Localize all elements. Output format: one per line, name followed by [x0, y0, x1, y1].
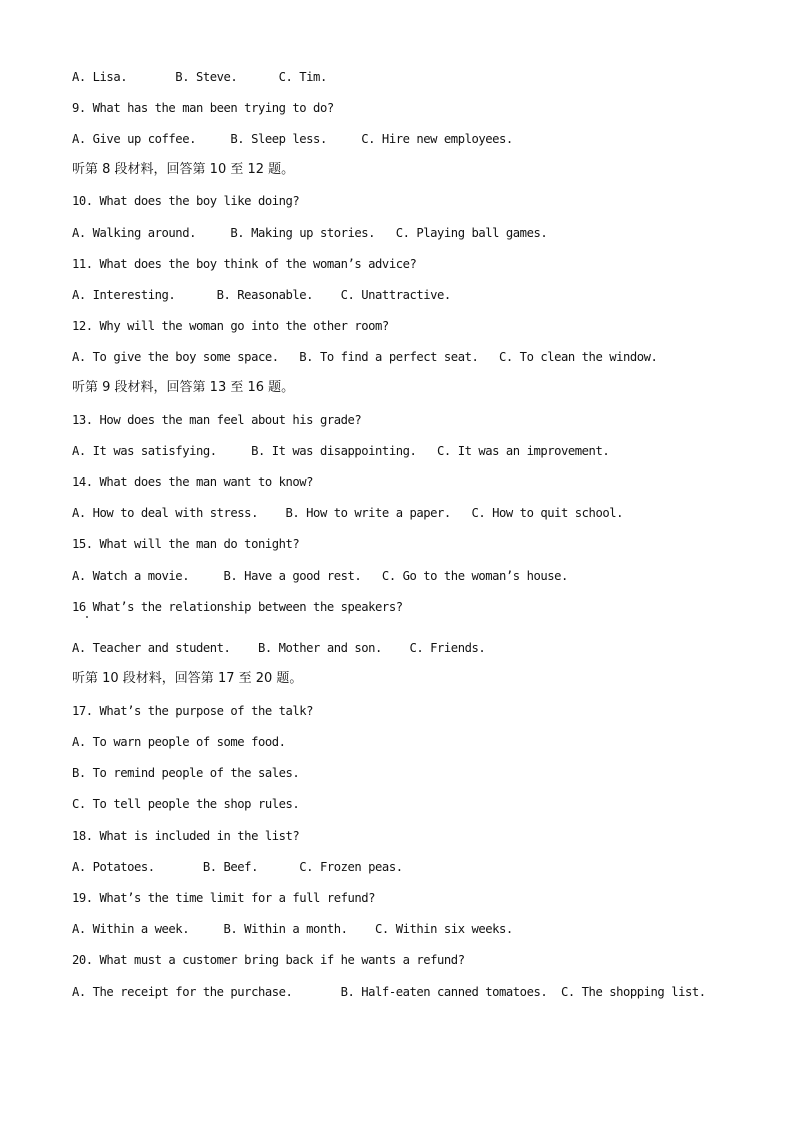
- options-q10: A. Walking around. B. Making up stories. C. Playing ball games.: [72, 226, 548, 240]
- question-13: 13. How does the man feel about his grade?: [72, 413, 362, 427]
- question-19: 19. What’s the time limit for a full refund?: [72, 891, 376, 905]
- section-heading-10: 听第 10 段材料，回答第 17 至 20 题。: [72, 671, 303, 686]
- options-q15: A. Watch a movie. B. Have a good rest. C. Go to the woman’s house.: [72, 569, 568, 583]
- options-q11: A. Interesting. B. Reasonable. C. Unattractive.: [72, 288, 451, 302]
- option-q17-a: A. To warn people of some food.: [72, 735, 286, 749]
- options-q13: A. It was satisfying. B. It was disappointing. C. It was an improvement.: [72, 444, 610, 458]
- question-16: 16 What’s the relationship between the speakers?: [72, 600, 403, 614]
- question-20: 20. What must a customer bring back if he wants a refund?: [72, 953, 465, 967]
- question-9: 9. What has the man been trying to do?: [72, 101, 334, 115]
- section-heading-8: 听第 8 段材料，回答第 10 至 12 题。: [72, 162, 295, 177]
- options-q14: A. How to deal with stress. B. How to write a paper. C. How to quit school.: [72, 506, 623, 520]
- question-14: 14. What does the man want to know?: [72, 475, 314, 489]
- option-q17-b: B. To remind people of the sales.: [72, 766, 300, 780]
- question-10: 10. What does the boy like doing?: [72, 194, 300, 208]
- option-q17-c: C. To tell people the shop rules.: [72, 797, 300, 811]
- options-q16: A. Teacher and student. B. Mother and son. C. Friends.: [72, 641, 486, 655]
- question-12: 12. Why will the woman go into the other room?: [72, 319, 389, 333]
- question-18: 18. What is included in the list?: [72, 829, 300, 843]
- options-q20: A. The receipt for the purchase. B. Half-eaten canned tomatoes. C. The shopping list.: [72, 985, 706, 999]
- question-11: 11. What does the boy think of the woman’s advice?: [72, 257, 417, 271]
- options-q9: A. Give up coffee. B. Sleep less. C. Hire new employees.: [72, 132, 513, 146]
- section-heading-9: 听第 9 段材料，回答第 13 至 16 题。: [72, 380, 295, 395]
- options-q8: A. Lisa. B. Steve. C. Tim.: [72, 70, 327, 84]
- question-17: 17. What’s the purpose of the talk?: [72, 704, 314, 718]
- options-q12: A. To give the boy some space. B. To find a perfect seat. C. To clean the window.: [72, 350, 658, 364]
- question-15: 15. What will the man do tonight?: [72, 537, 300, 551]
- options-q18: A. Potatoes. B. Beef. C. Frozen peas.: [72, 860, 403, 874]
- stray-mark: [86, 616, 88, 618]
- options-q19: A. Within a week. B. Within a month. C. Within six weeks.: [72, 922, 513, 936]
